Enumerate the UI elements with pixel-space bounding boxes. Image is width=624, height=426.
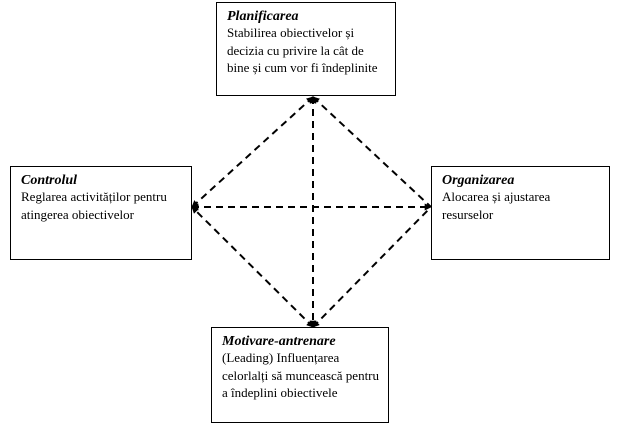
control-description: Reglarea activităților pentru atingerea obiectivelor — [21, 189, 167, 222]
control-title: Controlul — [21, 173, 78, 188]
planning-description: Stabilirea obiectivelor și decizia cu privire la cât de bine și cum vor fi îndeplinite — [227, 25, 378, 75]
arrow-top-right — [313, 97, 431, 207]
leading-title: Motivare-antrenare — [222, 334, 336, 349]
organizing-title: Organizarea — [442, 173, 515, 188]
leading-description: (Leading) Influențarea celorlalți să muncească pentru a îndeplini obiectivele — [222, 350, 380, 400]
leading-box — [211, 327, 389, 423]
planning-title: Planificarea — [227, 9, 299, 24]
arrow-bottom-left — [192, 207, 313, 327]
organizing-description: Alocarea și ajustarea resurselor — [442, 189, 551, 222]
arrow-top-left — [192, 97, 313, 207]
organizing-box — [431, 166, 610, 260]
control-box — [10, 166, 192, 260]
arrow-bottom-right — [313, 207, 431, 327]
planning-box — [216, 2, 396, 96]
